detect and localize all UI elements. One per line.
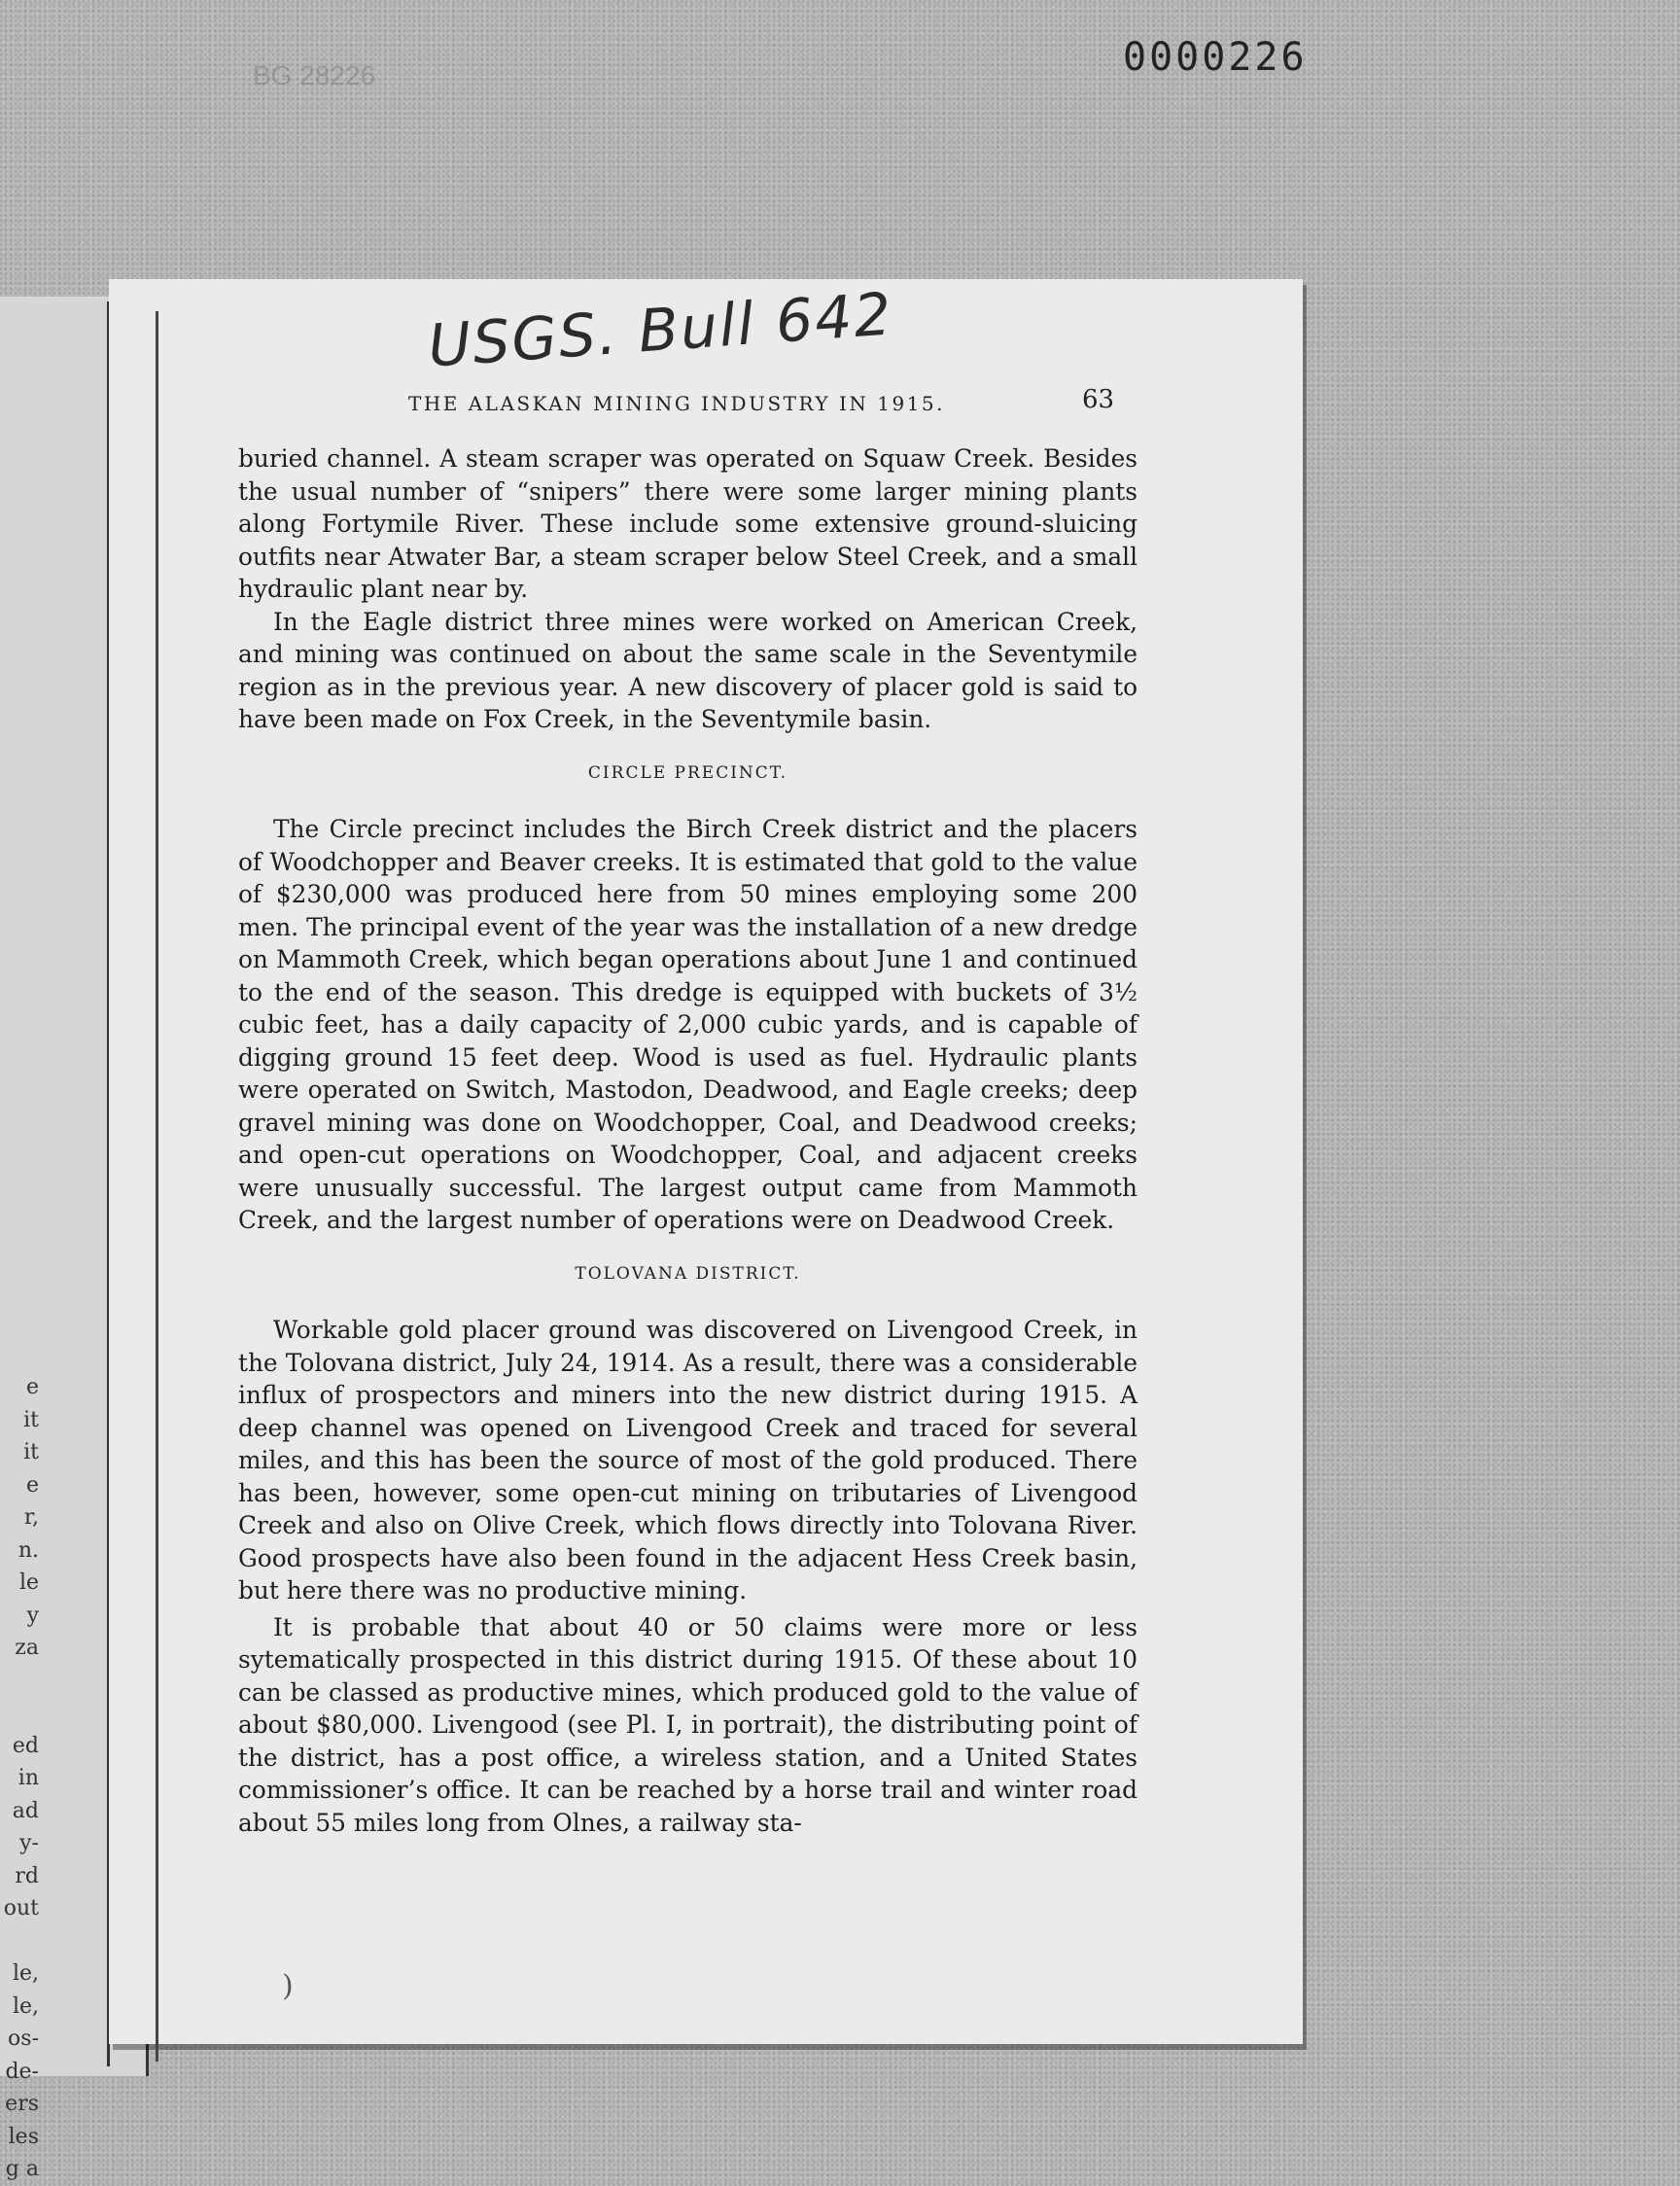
fragment-line: de- [5,2059,39,2084]
page-binding-line [156,311,158,2062]
left-page-text-fragments [0,1371,39,2186]
fragment-line: les [8,2124,39,2149]
fragment-line: ers [5,2092,39,2116]
body-text [238,442,1138,1839]
fragment-line: y- [19,1831,39,1855]
fragment-line: le [18,1570,39,1595]
fragment-line: g a [5,2157,39,2181]
fragment-line [0,1697,39,1730]
fragment-line: ed [12,1733,39,1758]
fragment-line: rd [15,1863,39,1888]
page-number: 63 [1082,385,1115,414]
fragment-line: it [23,1407,39,1432]
paragraph: The Circle precinct includes the Birch Creek district and the placers of Woodchopper and Beaver creeks. It is estimated that gold to the value of $230,000 was produced here from 50 mines employing some 200 men. The principal event of the year was the installation of a new dredge on Mammoth Creek, which began operations about June 1 and continued to the end of the season. This dredge is equipped with buckets of 3½ cubic feet, has a daily capacity of 2,000 cubic yards, and is capable of digging ground 15 feet deep. Wood is used as fuel. Hydraulic plants were operated on Switch, Mastodon, Deadwood, and Eagle creeks; deep gravel mining was done on Woodchopper, Coal, and Deadwood creeks; and open-cut operations on Woodchopper, Coal, and adjacent creeks were unusually successful. The largest output came from Mammoth Creek, and the largest number of operations were on Deadwood Creek. [238,815,1138,1234]
paragraph: buried channel. A steam scraper was operated on Squaw Creek. Besides the usual number of “snipers” there were some larger mining plants along Fortymile River. These include some extensive ground-sluicing outfits near Atwater Bar, a steam scraper below Steel Creek, and a small hydraulic plant near by. [238,444,1138,603]
fragment-line: le, [12,1961,39,1986]
fragment-line: ad [12,1798,39,1823]
fragment-line [0,1925,39,1958]
handwritten-annotation: USGS. Bull 642 [426,280,895,381]
paragraph: It is probable that about 40 or 50 claims were more or less sytematically prospected in this district during 1915. Of these about 10 can be classed as productive mines, which produced gold to the value of about $80,000. Livengood (see Pl. I, in portrait), the distributing point of the district, has a post office, a wireless station, and a United States commissioner’s office. It can be reached by a horse trail and winter road about 55 miles long from Olnes, a railway sta- [238,1612,1138,1837]
fragment-line [0,1665,39,1698]
fragment-line: r, [23,1505,39,1530]
faint-background-mark: BG 28226 [253,60,376,90]
section-heading-tolovana-district: TOLOVANA DISTRICT. [575,1263,801,1284]
fragment-line: e [25,1472,39,1498]
fragment-line: le, [12,1993,39,2019]
paragraph: Workable gold placer ground was discovered on Livengood Creek, in the Tolovana district, July 24, 1914. As a result, there was a considerable influx of prospectors and miners into the new district during 1915. A deep channel was opened on Livengood Creek and traced for several miles, and this has been the source of most of the gold produced. There has been, however, some open-cut mining on tributaries of Livengood Creek and also on Olive Creek, which flows directly into Tolovana River. Good prospects have also been found in the adjacent Hess Creek basin, but here there was no productive mining. [238,1316,1138,1604]
fragment-line: in [18,1766,39,1790]
running-head: THE ALASKAN MINING INDUSTRY IN 1915. [408,392,946,415]
fragment-line: os- [8,2027,39,2051]
bracket-mark: ) [282,1969,294,2003]
scan-stamp-number: 0000226 [1123,35,1308,80]
fragment-line: out [3,1896,39,1921]
fragment-line: y [26,1603,39,1628]
fragment-line: e [25,1375,39,1399]
paragraph: In the Eagle district three mines were worked on American Creek, and mining was continued on about the same scale in the Seventymile region as in the previous year. A new discovery of placer gold is said to have been made on Fox Creek, in the Seventymile basin. [238,607,1138,733]
fragment-line: n. [18,1537,39,1563]
fragment-line: za [15,1636,39,1660]
section-heading-circle-precinct: CIRCLE PRECINCT. [587,762,788,783]
fragment-line: it [23,1440,39,1464]
